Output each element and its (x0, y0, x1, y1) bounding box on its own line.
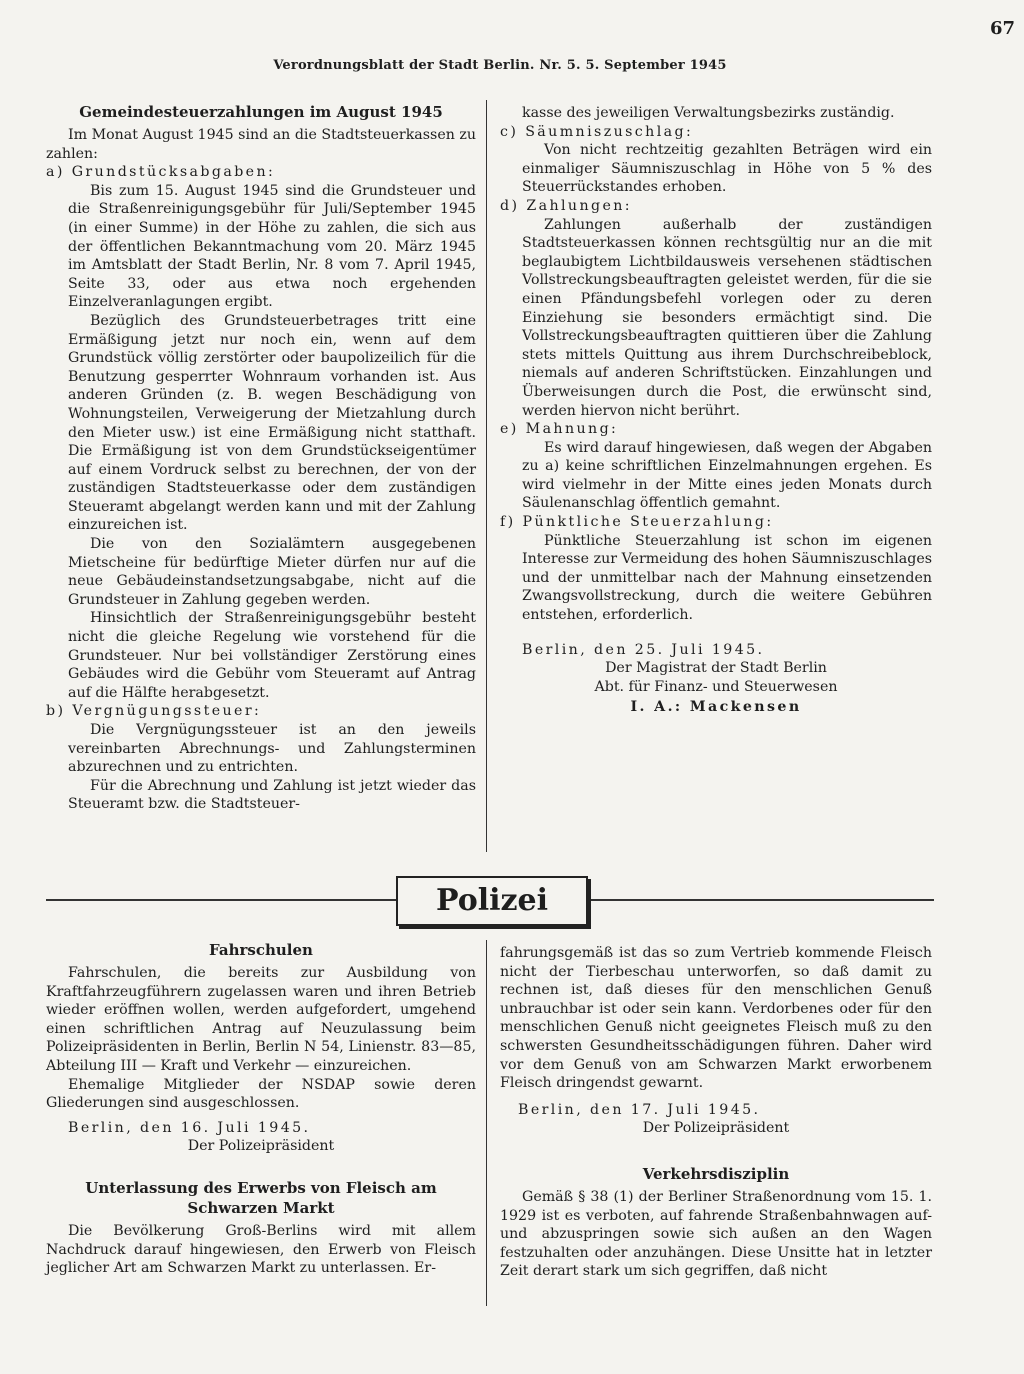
driving-schools-signature: Der Polizeipräsident (187, 1138, 335, 1155)
left-column-bottom (46, 940, 476, 1278)
article-title-black-market: Unterlassung des Erwerbs von Fleisch am Schwarzen Markt (85, 1178, 437, 1217)
section-b-paragraph-2: Für die Abrechnung und Zahlung ist jetzt wieder das Steueramt bzw. die Stadtsteuer- (68, 777, 476, 813)
section-d-label: d) Zahlungen: (500, 197, 632, 214)
article-title-driving-schools: Fahrschulen (209, 941, 313, 959)
section-c-paragraph: Von nicht rechtzeitig gezahlten Beträgen wird ein einmaliger Säumniszuschlag in Höhe von 5 % des Steuerrückstandes erhoben. (522, 142, 932, 196)
section-heading-polizei: Polizei (396, 876, 588, 926)
section-c-label: c) Säumniszuschlag: (500, 123, 694, 140)
polizei-rule-left (46, 899, 396, 901)
article-title-traffic-discipline: Verkehrsdisziplin (642, 1164, 790, 1183)
signature-line-3: I. A.: Mackensen (630, 699, 802, 716)
section-f-paragraph: Pünktliche Steuerzahlung ist schon im eigenen Interesse zur Vermeidung des hohen Säumniszuschlages und der unmittelbar nach der Mahnung einsetzenden Zwangsvollstreckung, durch die weitere Gebühren entstehen, erforderlich. (522, 532, 932, 624)
polizei-rule-right (588, 899, 934, 901)
section-f-label: f) Pünktliche Steuerzahlung: (500, 514, 774, 531)
column-divider-top (486, 100, 487, 852)
right-column-top (500, 104, 932, 717)
column-divider-bottom (486, 940, 487, 1306)
section-a-paragraph-2: Bezüglich des Grundsteuerbetrages tritt eine Ermäßigung jetzt nur noch ein, wenn auf dem Grundstück völlig zerstörter oder baupolizeilich für die Benutzung gesperrter Wohnraum vorhanden ist. Aus anderen Gründen (z. B. wegen Beschädigung von Wohnungsteilen, Verweigerung der Mietzahlung durch den Mieter usw.) ist eine Ermäßigung nicht statthaft. Die Ermäßigung ist von dem Grundstückseigentümer auf einem Vordruck selbst zu berechnen, der von der zuständigen Stadtsteuerkasse oder dem zuständigen Steueramt abgelangt werden kann und mit der Zahlung einzureichen ist. (68, 312, 476, 534)
driving-schools-paragraph-1: Fahrschulen, die bereits zur Ausbildung von Kraftfahrzeugführern zugelassen waren und ihren Betrieb wieder eröffnen wollen, werden aufgefordert, umgehend einen schriftlichen Antrag auf Neuzulassung beim Polizeipräsidenten in Berlin, Berlin N 54, Linienstr. 83—85, Abteilung III — Kraft und Verkehr — einzureichen. (46, 965, 476, 1074)
running-header: Verordnungsblatt der Stadt Berlin. Nr. 5. 5. September 1945 (273, 58, 727, 73)
signature-line-2: Abt. für Finanz- und Steuerwesen (594, 678, 838, 695)
signature-date: Berlin, den 25. Juli 1945. (522, 641, 765, 658)
driving-schools-paragraph-2: Ehemalige Mitglieder der NSDAP sowie deren Gliederungen sind ausgeschlossen. (46, 1076, 476, 1112)
section-a-paragraph-4: Hinsichtlich der Straßenreinigungsgebühr besteht nicht die gleiche Regelung wie vorstehend für die Grundsteuer. Nur bei vollständiger Zerstörung eines Gebäudes wird die Gebühr vom Steueramt auf Antrag auf die Hälfte herabgesetzt. (68, 610, 476, 701)
page-number: 67 (990, 18, 1016, 39)
section-e-paragraph: Es wird darauf hingewiesen, daß wegen der Abgaben zu a) keine schriftlichen Einzelmahnungen ergehen. Es wird vielmehr in der Mitte eines jeden Monats durch Säulenanschlag öffentlich gemahnt. (522, 439, 932, 512)
section-e-label: e) Mahnung: (500, 421, 619, 438)
section-a-paragraph-3: Die von den Sozialämtern ausgegebenen Mietscheine für bedürftige Mieter dürfen nur auf die neue Gebäudeinstandsetzungsabgabe, nicht auf die Grundsteuer in Zahlung gegeben werden. (68, 536, 476, 608)
article-title-taxes: Gemeindesteuerzahlungen im August 1945 (79, 103, 443, 121)
section-b-paragraph-1: Die Vergnügungssteuer ist an den jeweils vereinbarten Abrechnungs- und Zahlungsterminen abzurechnen und zu entrichten. (68, 722, 476, 776)
right-column-bottom (500, 944, 932, 1281)
signature-line-1: Der Magistrat der Stadt Berlin (605, 660, 827, 677)
driving-schools-date: Berlin, den 16. Juli 1945. (68, 1119, 311, 1136)
left-column-top (46, 102, 476, 814)
black-market-signature: Der Polizeipräsident (642, 1120, 790, 1137)
continuation-paragraph: kasse des jeweiligen Verwaltungsbezirks zuständig. (522, 105, 895, 121)
intro-paragraph: Im Monat August 1945 sind an die Stadtsteuerkassen zu zahlen: (46, 127, 476, 162)
black-market-date: Berlin, den 17. Juli 1945. (518, 1101, 761, 1118)
section-d-paragraph: Zahlungen außerhalb der zuständigen Stadtsteuerkassen können rechtsgültig nur an die mit beglaubigtem Lichtbildausweis versehenen städtischen Vollstreckungsbeauftragten geleistet werden, für die sie einen Pfändungsbefehl vorlegen oder zu deren Einziehung sie besonders ermächtigt sind. Die Vollstreckungsbeauftragten quittieren über die Zahlung stets mittels Quittung aus ihrem Durchschreibeblock, niemals auf anderen Schriftstücken. Einzahlungen und Überweisungen durch die Post, die erwünscht sind, werden hiervon nicht berührt. (522, 216, 932, 419)
section-b-label: b) Vergnügungssteuer: (46, 703, 262, 720)
section-a-paragraph-1: Bis zum 15. August 1945 sind die Grundsteuer und die Straßenreinigungsgebühr für Juli/September 1945 (in einer Summe) in der Höhe zu zahlen, die sich aus der öffentlichen Bekanntmachung vom 20. März 1945 im Amtsblatt der Stadt Berlin, Nr. 8 vom 7. April 1945, Seite 33, oder aus etwa noch ergehenden Einzelveranlagungen ergibt. (68, 182, 476, 311)
section-a-label: a) Grundstücksabgaben: (46, 164, 276, 181)
black-market-continuation: fahrungsgemäß ist das so zum Vertrieb kommende Fleisch nicht der Tierbeschau unterworfen, so daß damit zu rechnen ist, daß dieses für den menschlichen Genuß unbrauchbar ist oder sein kann. Verdorbenes oder für den menschlichen Genuß nicht geeignetes Fleisch muß zu den schwersten Gesundheitsschädigungen führen. Daher wird vor dem Genuß von am Schwarzen Markt erworbenem Fleisch dringendst gewarnt. (500, 945, 932, 1092)
traffic-discipline-paragraph: Gemäß § 38 (1) der Berliner Straßenordnung vom 15. 1. 1929 ist es verboten, auf fahrende Straßenbahnwagen auf- und abzuspringen sowie sich außen an den Wagen festzuhalten oder anzuhängen. Diese Unsitte hat in letzter Zeit derart stark um sich gegriffen, daß nicht (500, 1188, 932, 1280)
black-market-paragraph: Die Bevölkerung Groß-Berlins wird mit allem Nachdruck darauf hingewiesen, den Erwerb von Fleisch jeglicher Art am Schwarzen Markt zu unterlassen. Er- (46, 1222, 476, 1277)
